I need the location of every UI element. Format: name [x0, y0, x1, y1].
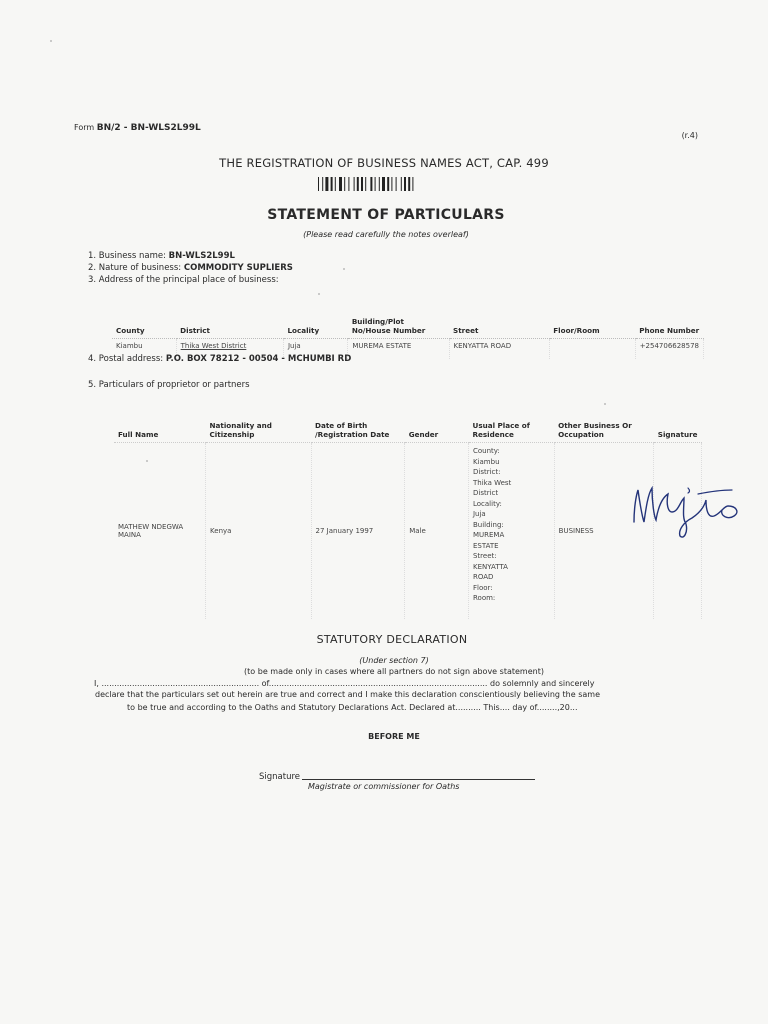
address-table: [112, 288, 704, 359]
header-street: Street: [449, 288, 549, 339]
scan-speck: [318, 293, 320, 295]
barcode-icon: [318, 177, 458, 191]
residence-line: District:: [472, 468, 501, 476]
header-full-name: Full Name: [114, 394, 206, 443]
residence-line: Thika West: [472, 478, 512, 487]
cell-county: Kiambu: [112, 339, 176, 360]
header-nationality: Nationality and Citizenship: [206, 394, 312, 443]
header-district: District: [176, 288, 283, 339]
declaration-title: STATUTORY DECLARATION: [316, 633, 468, 646]
residence-line: Kiambu: [472, 457, 500, 466]
postal-address-line: 4. Postal address: P.O. BOX 78212 - 00504 - MCHUMBI RD: [88, 354, 352, 364]
cell-phone: +254706628578: [635, 339, 703, 360]
declaration-line-3: to be true and according to the Oaths and Statutory Declarations Act. Declared at.......... This.... day of........,20...: [127, 703, 578, 712]
header-residence: Usual Place of Residence: [468, 394, 554, 443]
residence-line: Room:: [472, 594, 496, 602]
address-table-header: [112, 288, 704, 339]
header-floor-room: Floor/Room: [549, 288, 635, 339]
residence-line: MUREMA: [472, 531, 505, 539]
cell-street: KENYATTA ROAD: [449, 339, 549, 360]
header-locality: Locality: [283, 288, 347, 339]
declaration-condition: (to be made only in cases where all partners do not sign above statement): [244, 667, 544, 676]
header-county: County: [112, 288, 176, 339]
particulars-label: 5. Particulars of proprietor or partners: [88, 380, 250, 390]
scan-speck: [146, 460, 148, 462]
residence-line: District: [472, 489, 499, 497]
cell-building: MUREMA ESTATE: [348, 339, 449, 360]
cell-nationality: Kenya: [206, 443, 312, 620]
cell-district: Thika West District: [176, 339, 283, 360]
header-occupation: Other Business Or Occupation: [554, 394, 654, 443]
address-label: 3. Address of the principal place of business:: [88, 275, 279, 285]
cell-locality: Juja: [283, 339, 347, 360]
residence-line: ROAD: [472, 573, 494, 581]
cell-floor-room: [549, 339, 635, 360]
scan-speck: [604, 403, 606, 405]
signature-label: Signature: [259, 772, 301, 782]
scan-speck: [50, 40, 52, 42]
cell-gender: Male: [405, 443, 469, 620]
residence-line: Juja: [472, 510, 486, 518]
residence-line: Floor:: [472, 583, 493, 592]
declaration-line-1: I, .............................................................. of...................................................................................... do solemnly and sincerely: [94, 679, 595, 688]
act-heading: THE REGISTRATION OF BUSINESS NAMES ACT, CAP. 499: [219, 156, 549, 170]
header-phone: Phone Number: [635, 288, 703, 339]
business-name-line: 1. Business name: BN-WLS2L99L: [88, 251, 235, 261]
cell-full-name: MATHEW NDEGWA MAINA: [114, 443, 206, 620]
residence-line: Street:: [472, 552, 497, 560]
residence-line: KENYATTA: [472, 562, 508, 571]
nature-of-business-line: 2. Nature of business: COMMODITY SUPLIERS: [88, 263, 293, 273]
magistrate-caption: Magistrate or commissioner for Oaths: [308, 782, 460, 791]
handwritten-signature: [628, 478, 746, 548]
table-row: [114, 443, 702, 620]
residence-line: Locality:: [472, 499, 502, 508]
document-subtitle: (Please read carefully the notes overleaf): [303, 230, 469, 239]
cell-occupation: BUSINESS: [554, 443, 654, 620]
before-me-label: BEFORE ME: [368, 732, 420, 741]
header-dob: Date of Birth /Registration Date: [311, 394, 405, 443]
cell-residence: [468, 443, 554, 620]
document-title: STATEMENT OF PARTICULARS: [267, 207, 505, 223]
header-signature: Signature: [654, 394, 702, 443]
rule-reference: (r.4): [681, 131, 698, 140]
declaration-line-2: declare that the particulars set out herein are true and correct and I make this declaration conscientiously believing the same: [95, 690, 600, 699]
residence-line: Building:: [472, 520, 504, 529]
declaration-section: (Under section 7): [359, 656, 429, 665]
scan-speck: [343, 268, 345, 270]
form-number: Form BN/2 - BN-WLS2L99L: [74, 123, 201, 133]
header-gender: Gender: [405, 394, 469, 443]
cell-dob: 27 January 1997: [311, 443, 405, 620]
residence-line: ESTATE: [472, 541, 499, 550]
signature-line: [302, 779, 535, 780]
residence-line: County:: [472, 447, 500, 455]
partners-table: [114, 394, 702, 619]
header-building: Building/Plot No/House Number: [348, 288, 449, 339]
partners-table-header: [114, 394, 702, 443]
